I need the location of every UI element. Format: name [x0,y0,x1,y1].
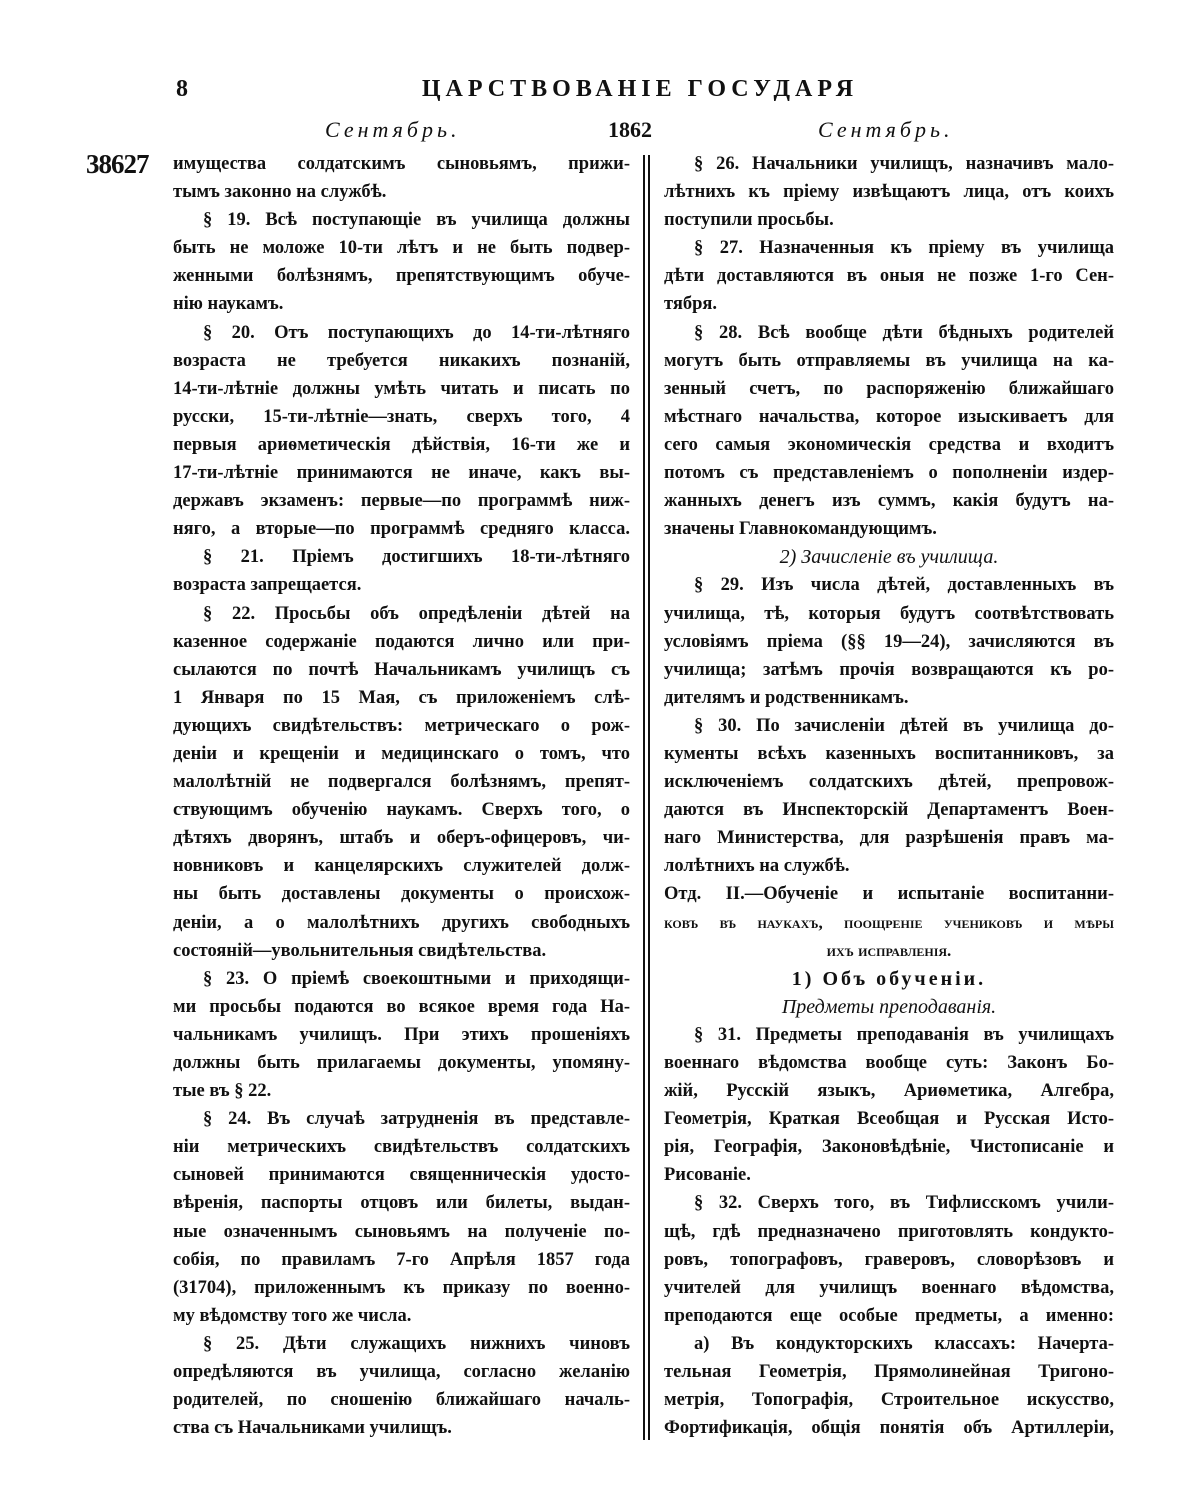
right-column [664,150,1114,1442]
text-line: § 21. Пріемъ достигшихъ 18-ти-лѣтняго [203,547,630,568]
left-column [173,150,630,1442]
text-line: § 25. Дѣти служащихъ нижнихъ чиновъ [203,1333,630,1354]
text-line: § 19. Всѣ поступающіе въ училища должны [203,210,630,231]
text-line: сыновей принимаются священническія удосто- [173,1165,630,1186]
text-line: военнаго вѣдомства вообще суть: Законъ Бо- [664,1053,1114,1073]
text-line: женными болѣзнямъ, препятствующимъ обуче- [173,266,630,287]
text-line: а) Въ кондукторскихъ классахъ: Начерта- [694,1333,1114,1354]
text-line: учителей для училищъ военнаго вѣдомства, [664,1277,1114,1298]
section-heading: ихъ исправленія. [826,940,952,960]
text-line: Геометрія, Краткая Всеобщая и Русская Исто- [664,1109,1114,1130]
text-line: лолѣтнихъ на службѣ. [664,856,850,877]
text-line: опредѣляются въ училища, согласно желанію [173,1362,630,1383]
text-line: няго, а вторые—по программѣ средняго класса. [173,519,630,540]
section-heading: ковъ въ наукахъ, поощреніе учениковъ и мѣры [664,912,1114,932]
month-right: Сентябрь. [818,117,954,142]
subheading: 1) Объ обученіи. [791,967,987,990]
text-line: должны быть прилагаемы документы, упомяну- [173,1053,630,1073]
text-line: поступили просьбы. [664,210,834,231]
text-line: зенный счетъ, по распоряженію ближайшаго [664,378,1114,399]
text-line: ніи метрическихъ свидѣтельствъ солдатскихъ [173,1137,630,1158]
page-number: 8 [176,76,188,102]
text-line: новниковъ и канцелярскихъ служителей долж- [173,856,630,877]
text-line: ствующимъ обученію наукамъ. Сверхъ того, о [173,800,630,821]
text-line: § 20. Отъ поступающихъ до 14-ти-лѣтняго [203,322,630,343]
text-line: жанныхъ денегъ изъ суммъ, какія будутъ на- [664,491,1114,512]
text-line: состояній—увольнительныя свидѣтельства. [173,940,547,961]
text-line: нію наукамъ. [173,294,284,315]
text-line: родителей, по сношенію ближайшаго началь- [173,1390,630,1411]
text-line: ровъ, топографовъ, граверовъ, словорѣзовъ и [664,1249,1114,1270]
text-line: возраста не требуется никакихъ познаній, [173,350,630,371]
text-line: § 31. Предметы преподаванія въ училищахъ [694,1024,1114,1045]
text-line: жій, Русскій языкъ, Ариѳметика, Алгебра, [664,1081,1114,1102]
text-line: училища, тѣ, которыя будутъ соотвѣтствовать [664,603,1114,624]
text-line: § 22. Просьбы объ опредѣленіи дѣтей на [203,603,630,624]
text-line: наго Министерства, для разрѣшенія правъ ма- [664,828,1114,849]
text-line: § 26. Начальники училищъ, назначивъ мало- [694,154,1114,174]
text-line: § 29. Изъ числа дѣтей, доставленныхъ въ [694,575,1114,596]
text-line: § 27. Назначенныя къ пріему въ училища [694,238,1114,259]
section-heading: Отд. II.—Обученіе и испытаніе воспитанни- [664,884,1114,905]
text-line: ные означеннымъ сыновьямъ на полученіе по- [173,1221,630,1242]
text-line: преподаются еще особые предметы, а именно: [664,1305,1114,1326]
text-line: первыя ариѳметическія дѣйствія, 16-ти же и [173,434,630,455]
text-line: § 32. Сверхъ того, въ Тифлисскомъ учили- [694,1193,1114,1214]
text-line: потомъ съ представленіемъ о пополненіи издер- [664,463,1114,484]
text-line: тельная Геометрія, Прямолинейная Тригоно- [664,1362,1114,1383]
text-line: державъ экзаменъ: первые—по программѣ ниж- [173,491,630,512]
text-line: дѣти доставляются въ оныя не позже 1-го Сен- [664,266,1114,287]
text-line: Рисованіе. [664,1165,751,1186]
act-number: 38627 [86,149,149,179]
text-line: мѣстнаго начальства, которое изыскиваетъ для [664,406,1114,427]
text-line: училища; затѣмъ прочія возвращаются къ ро- [664,659,1114,680]
text-line: дителямъ и родственникамъ. [664,687,909,708]
text-line: малолѣтній не подвергался болѣзнямъ, препят- [173,772,630,793]
text-line: сылаются по почтѣ Начальникамъ училищъ съ [173,659,630,680]
text-line: 17-ти-лѣтніе принимаются не иначе, какъ вы- [173,463,630,484]
column-divider [643,155,650,1440]
text-line: кументы всѣхъ казенныхъ воспитанниковъ, за [664,743,1114,764]
text-line: ства съ Начальниками училищъ. [173,1418,452,1439]
text-line: сего самыя экономическія средства и входитъ [664,434,1114,455]
text-line: исключеніемъ солдатскихъ дѣтей, препровож- [664,772,1114,793]
text-line: 1 Января по 15 Мая, съ приложеніемъ слѣ- [173,687,630,708]
text-line: даются въ Инспекторскій Департаментъ Воен- [664,800,1114,821]
text-line: (31704), приложеннымъ къ приказу по военно- [173,1277,630,1298]
text-line: русски, 15-ти-лѣтніе—знать, сверхъ того, 4 [173,406,630,427]
text-line: собія, по правиламъ 7-го Апрѣля 1857 года [173,1249,630,1270]
text-line: лѣтнихъ къ пріему извѣщаютъ лица, отъ коихъ [664,182,1114,203]
text-line: быть не моложе 10-ти лѣтъ и не быть подвер- [173,238,630,259]
text-line: щѣ, гдѣ предназначено приготовлять кондукто- [664,1221,1114,1242]
text-line: деніи, а о малолѣтнихъ другихъ свободныхъ [173,912,630,933]
text-line: му вѣдомству того же числа. [173,1305,412,1326]
text-line: тября. [664,294,718,315]
text-line: вѣренія, паспорты отцовъ или билеты, выдан- [173,1193,630,1214]
month-left: Сентябрь. [325,117,461,142]
subheading: 2) Зачисленіе въ училища. [779,546,999,569]
text-line: 14-ти-лѣтніе должны умѣть читать и писать по [173,378,630,399]
running-title: ЦАРСТВОВАНІЕ ГОСУДАРЯ [421,76,859,102]
text-line: Фортификація, общія понятія объ Артиллеріи, [664,1418,1114,1439]
year: 1862 [608,117,652,142]
text-line: § 28. Всѣ вообще дѣти бѣдныхъ родителей [694,322,1114,343]
text-line: имущества солдатскимъ сыновьямъ, прижи- [173,154,630,174]
text-line: метрія, Топографія, Строительное искусство, [664,1390,1114,1411]
text-line: § 24. Въ случаѣ затрудненія въ представле- [203,1109,630,1130]
text-line: ми просьбы подаются во всякое время года На- [173,996,630,1017]
text-line: деніи и крещеніи и медицинскаго о томъ, что [173,743,630,764]
text-line: значены Главнокомандующимъ. [664,519,937,540]
text-line: тые въ § 22. [173,1081,272,1102]
text-line: тымъ законно на службѣ. [173,182,387,203]
text-line: казенное содержаніе подаются лично или при- [173,631,630,652]
text-line: условіямъ пріема (§§ 19—24), зачисляются въ [664,631,1114,652]
text-line: чальникамъ училищъ. При этихъ прошеніяхъ [173,1024,630,1045]
text-line: дѣтяхъ дворянъ, штабъ и оберъ-офицеровъ, чи- [173,828,630,849]
text-line: § 23. О пріемѣ своекоштными и приходящи- [203,968,630,989]
subheading: Предметы преподаванія. [781,995,997,1018]
text-line: § 30. По зачисленіи дѣтей въ училища до- [694,715,1114,736]
text-line: рія, Географія, Законовѣдѣніе, Чистописаніе и [664,1137,1114,1158]
text-line: дующихъ свидѣтельствъ: метрическаго о рож- [173,715,630,736]
text-line: возраста запрещается. [173,575,362,596]
text-line: могутъ быть отправляемы въ училища на ка- [664,350,1114,371]
text-line: ны быть доставлены документы о происхож- [173,884,630,905]
